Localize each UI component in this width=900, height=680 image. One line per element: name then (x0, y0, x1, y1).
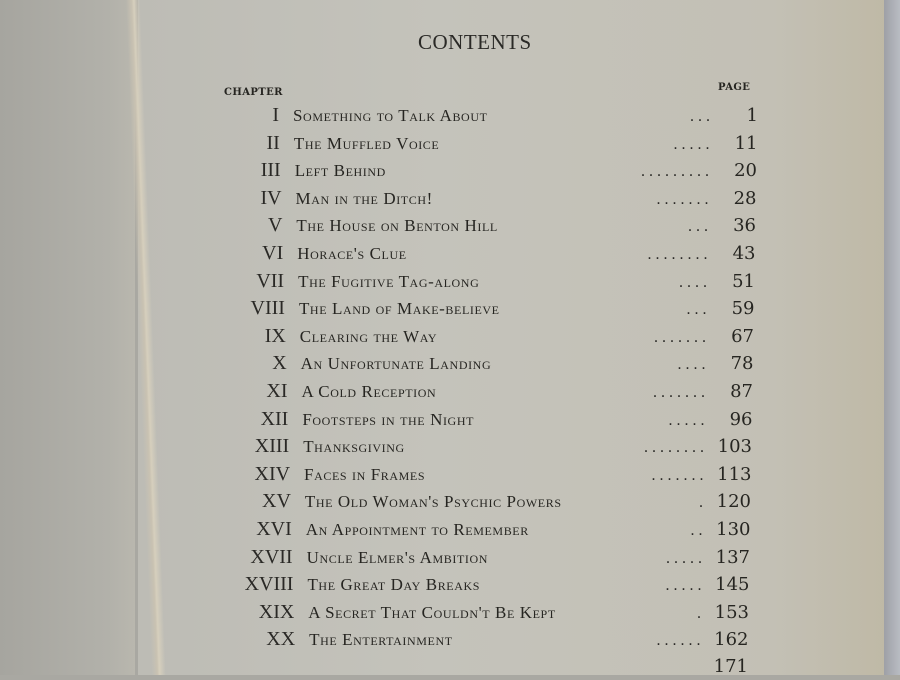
page-number: 145 (715, 574, 750, 596)
leader-dots: . . . . . . . . (647, 246, 708, 263)
chapter-title: The Old Woman's Psychic Powers (304, 492, 562, 512)
page-number: 120 (716, 491, 751, 513)
leader-dots: . . . . . . . (651, 466, 704, 484)
chapter-title: The Great Day Breaks (307, 575, 481, 595)
chapter-numeral: XVII (250, 545, 293, 568)
chapter-numeral: VII (256, 269, 285, 292)
leader-dots: . . . (690, 108, 710, 125)
chapter-title: Faces in Frames (304, 464, 426, 484)
page-number: 162 (714, 629, 749, 651)
chapter-numeral: XX (266, 628, 296, 651)
page-number: 137 (715, 546, 750, 568)
page-number: 96 (729, 408, 753, 430)
chapter-numeral: XV (262, 490, 291, 513)
page-number: 1 (746, 105, 758, 126)
page-number: 87 (730, 381, 753, 402)
chapter-title: The House on Benton Hill (296, 216, 498, 236)
chapter-numeral: IV (260, 186, 282, 209)
leader-dots: . . . (686, 301, 707, 319)
toc-entry (222, 380, 754, 404)
page-number: 36 (733, 215, 756, 237)
chapter-title: Thanksgiving (303, 437, 405, 457)
toc-entry (221, 352, 754, 376)
chapter-title: The Muffled Voice (293, 133, 440, 153)
page-number: 67 (731, 325, 754, 347)
chapter-title: The Land of Make-believe (298, 299, 500, 319)
chapter-title: Something to Talk About (293, 106, 488, 125)
toc-entry (227, 546, 750, 570)
toc-entry (228, 601, 749, 625)
chapter-numeral: II (266, 131, 280, 154)
chapter-title: Clearing the Way (299, 326, 438, 346)
leader-dots: . . . . . . . . . (640, 163, 709, 181)
chapter-numeral: I (272, 104, 279, 126)
leader-dots: . . . . . . . (656, 190, 709, 208)
page-number: 43 (732, 243, 756, 264)
chapter-title: Man in the Ditch! (295, 188, 433, 208)
chapter-title: The Fugitive Tag-along (298, 271, 480, 291)
toc-entry (229, 628, 748, 652)
chapter-title: Left Behind (294, 161, 386, 181)
page-number: 103 (717, 436, 752, 458)
page-number: 11 (734, 132, 758, 154)
toc-entry (223, 435, 752, 459)
toc-entry (225, 490, 751, 514)
toc-entry (224, 463, 751, 487)
chapter-title: Horace's Clue (297, 244, 407, 263)
page-title: CONTENTS (418, 30, 532, 54)
page-number: 130 (716, 519, 751, 540)
chapter-numeral: XVI (256, 518, 292, 540)
toc-entry (215, 159, 757, 183)
toc-entry (216, 187, 757, 211)
toc-entry (217, 242, 755, 266)
page-number: 20 (734, 160, 757, 182)
toc-entry (213, 104, 758, 128)
chapter-numeral: XIV (254, 462, 291, 485)
chapter-numeral: III (260, 159, 281, 182)
chapter-numeral: XIX (258, 600, 295, 623)
toc-entry (214, 132, 758, 156)
chapter-numeral: XIII (254, 435, 290, 458)
toc-entry (218, 270, 755, 294)
leader-dots: . (696, 604, 701, 622)
chapter-numeral: VI (262, 242, 284, 264)
toc-entry (230, 656, 748, 680)
chapter-numeral: X (272, 352, 287, 375)
toc-entry (216, 214, 756, 238)
leader-dots: . . . . . . . . (643, 439, 704, 457)
chapter-title: A Cold Reception (301, 382, 437, 401)
chapter-title: An Appointment to Remember (305, 520, 529, 539)
chapter-numeral: V (267, 214, 283, 237)
toc-entry (226, 518, 751, 542)
chapter-column-header: CHAPTER (224, 87, 283, 98)
chapter-numeral: VIII (250, 297, 285, 320)
chapter-numeral: IX (264, 324, 286, 347)
page-column-header: PAGE (718, 82, 751, 93)
page-number: 78 (730, 353, 754, 375)
leader-dots: . . . . . (665, 549, 702, 567)
chapter-title: A Secret That Couldn't Be Kept (308, 602, 556, 622)
page-number: 59 (731, 298, 755, 320)
toc-entry (219, 297, 755, 321)
toc-entry (222, 408, 752, 432)
chapter-numeral: XI (266, 380, 288, 402)
chapter-title: Uncle Elmer's Ambition (306, 547, 489, 567)
leader-dots: . . . . . . (656, 632, 701, 650)
page-number: 28 (733, 187, 757, 209)
leader-dots: . . . . . (673, 135, 710, 153)
leader-dots: . . . . . . . (653, 328, 706, 346)
chapter-numeral: XVIII (244, 573, 294, 596)
leader-dots: . . . (687, 218, 708, 236)
page-number: 113 (717, 463, 752, 485)
page-number: 51 (732, 270, 755, 292)
page-number: 153 (714, 601, 749, 623)
chapter-title: Footsteps in the Night (302, 409, 475, 429)
leader-dots: . . . . . (668, 411, 705, 429)
toc-entry (220, 325, 754, 349)
chapter-numeral: XII (260, 407, 289, 430)
leader-dots: . (698, 494, 703, 512)
leader-dots: . . . . (677, 356, 706, 374)
leader-dots: . . . . (678, 273, 707, 291)
leader-dots: . . (690, 522, 703, 539)
leader-dots: . . . . . (665, 577, 702, 595)
chapter-title: An Unfortunate Landing (300, 354, 492, 374)
page-number: 171 (713, 656, 748, 677)
chapter-title: The Entertainment (309, 630, 453, 650)
leader-dots: . . . . . . . (653, 384, 705, 401)
toc-entry (227, 573, 749, 597)
